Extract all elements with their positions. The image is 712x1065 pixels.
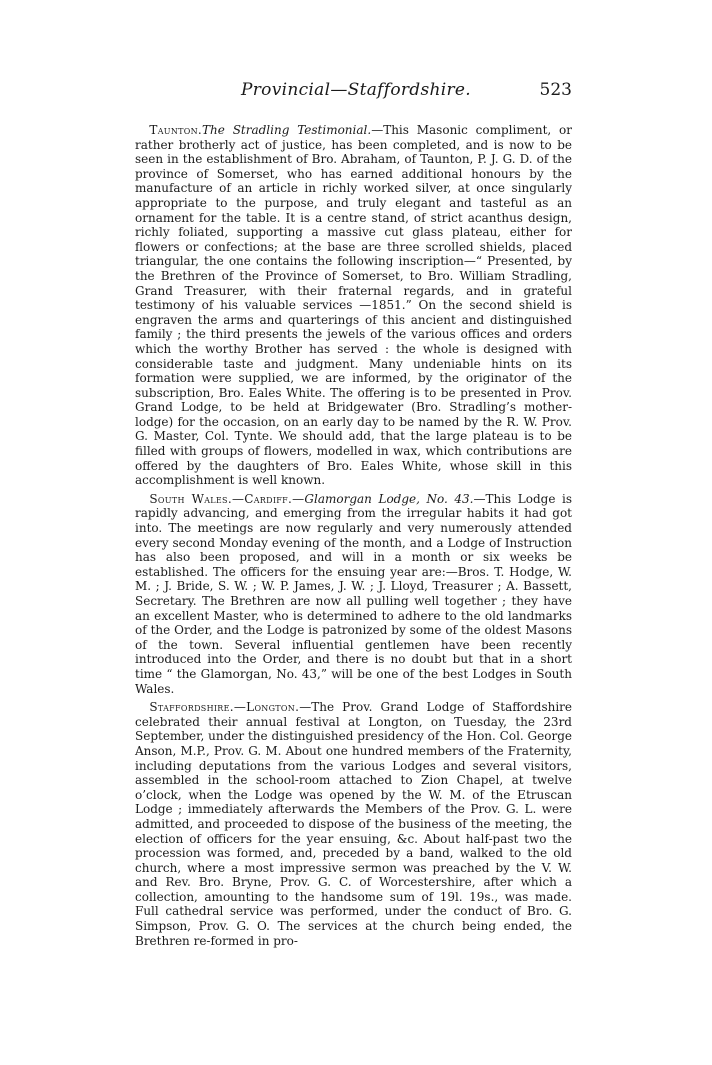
paragraph-text: —This Masonic compliment, or rather brotherly act of justice, has been completed, and is now to be seen in the establishment of Bro. Abraham, of Taunton, P. J. G. D. of the province of Somerset, who has earned additional honours by the manufacture of an article in richly worked silver, at once singularly appropriate to the purpose, and truly elegant and tasteful as an ornament for the table. It is a centre stand, of strict acanthus design, richly foliated, supporting a massive cut glass plateau, either for flowers or confections; at the base are three scrolled shields, placed triangular, the one contains the following inscription—“ Presented, by the Brethren of the Province of Somerset, to Bro. William Stradling, Grand Treasurer, with their fraternal regards, and in grateful testimony of his valuable services —1851.” On the second shield is engraven the arms and quarterings of this ancient and distinguished family ; the third presents the jewels of the various offices and orders which the worthy Brother has served : the whole is designed with considerable taste and judgment. Many undeniable hints on its formation were supplied, we are informed, by the originator of the subscription, Bro. Eales White. The offering is to be presented in Prov. Grand Lodge, to be held at Bridgewater (Bro. Stradling’s mother-lodge) for the occasion, on an early day to be named by the R. W. Prov. G. Master, Col. Tynte. We should add, that the large plateau is to be filled with groups of flowers, modelled in wax, which contributions are offered by the daughters of Bro. Eales White, whose skill in this accomplishment is well known. bbox=[135, 123, 572, 488]
place-lead: Taunton. bbox=[149, 123, 203, 137]
article-body bbox=[135, 123, 572, 952]
place-lead: South Wales.—Cardiff.— bbox=[149, 491, 305, 506]
paragraph-heading: The Stradling Testimonial. bbox=[202, 123, 372, 137]
paragraph-staffordshire bbox=[135, 700, 572, 948]
running-title: Provincial—Staffordshire. bbox=[241, 80, 471, 100]
page-number: 523 bbox=[539, 80, 572, 100]
paragraph-text: —The Prov. Grand Lodge of Staffordshire celebrated their annual festival at Longton, on Tuesday, the 23rd September, under the distinguished presidency of the Hon. Col. George Anson, M.P., Prov. G. M. About one hundred members of the Fraternity, including deputations from the various Lodges and several visitors, assembled in the school-room attached to Zion Chapel, at twelve o’clock, when the Lodge was opened by the W. M. of the Etruscan Lodge ; immediately afterwards the Members of the Prov. G. L. were admitted, and proceeded to dispose of the business of the meeting, the election of officers for the year ensuing, &c. About half-past two the procession was formed, and, preceded by a band, walked to the old church, where a most impressive sermon was preached by the V. W. and Rev. Bro. Bryne, Prov. G. C. of Worcestershire, after which a collection, amounting to the handsome sum of 19l. 19s., was made. Full cathedral service was performed, under the conduct of Bro. G. Simpson, Prov. G. O. The services at the church being ended, the Brethren re-formed in pro- bbox=[135, 700, 572, 948]
paragraph-south-wales bbox=[135, 492, 572, 696]
paragraph-text: —This Lodge is rapidly advancing, and emerging from the irregular habits it had got into. The meetings are now regularly and very numerously attended every second Monday evening of the month, and a Lodge of Instruction has also been proposed, and will in a month or six weeks be established. The officers for the ensuing year are:—Bros. T. Hodge, W. M. ; J. Bride, S. W. ; W. P. James, J. W. ; J. Lloyd, Treasurer ; A. Bassett, Secretary. The Brethren are now all pulling well together ; they have an excellent Master, who is determined to adhere to the old landmarks of the Order, and the Lodge is patronized by some of the oldest Masons of the town. Several influential gentlemen have been recently introduced into the Order, and there is no doubt but that in a short time “ the Glamorgan, No. 43,” will be one of the best Lodges in South Wales. bbox=[135, 491, 572, 696]
page-header bbox=[140, 80, 572, 108]
paragraph-heading: Glamorgan Lodge, No. 43. bbox=[304, 491, 474, 506]
place-lead: Staffordshire.—Longton. bbox=[149, 700, 300, 715]
paragraph-taunton bbox=[135, 123, 572, 488]
